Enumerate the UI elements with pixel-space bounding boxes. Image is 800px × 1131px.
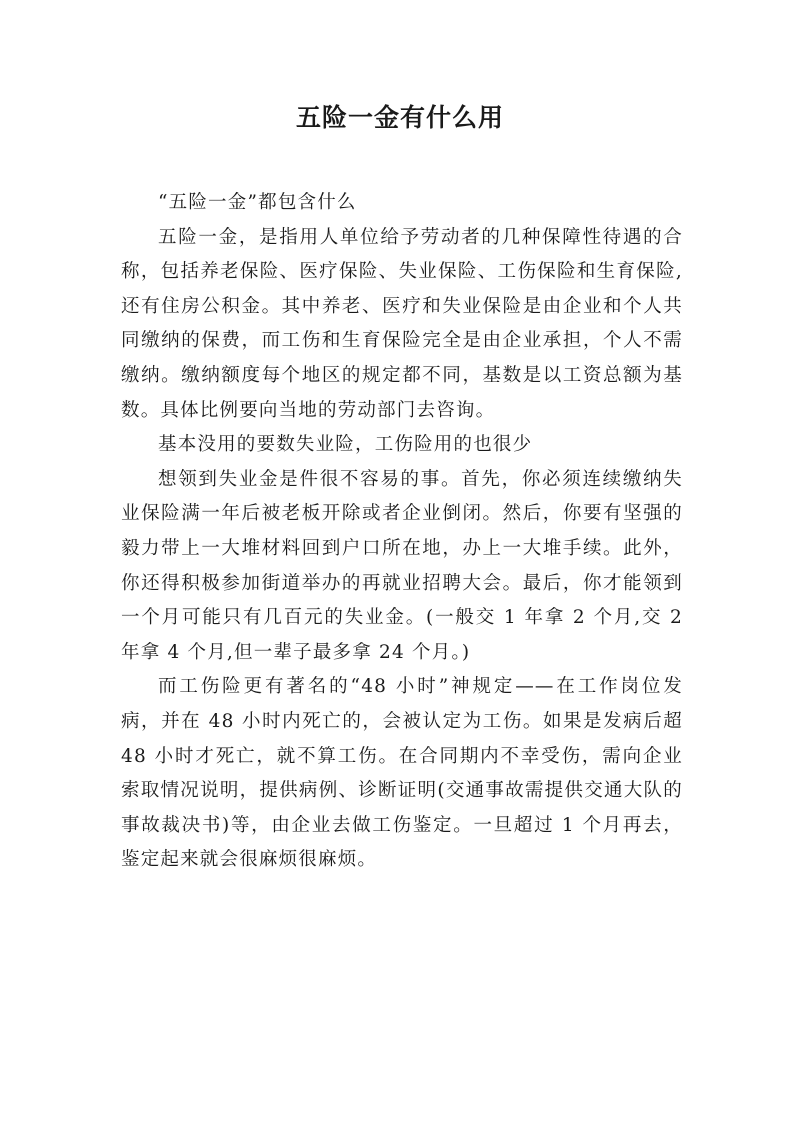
section-heading-usefulness: 基本没用的要数失业险，工伤险用的也很少	[158, 434, 533, 456]
document-title: 五险一金有什么用	[295, 103, 504, 132]
paragraph-definition: 五险一金，是指用人单位给予劳动者的几种保障性待遇的合称，包括养老保险、医疗保险、失业保险、工伤保险和生育保险,还有住房公积金。其中养老、医疗和失业保险是由企业和个人共同缴纳的保费，而工伤和生育保险完全是由企业承担，个人不需缴纳。缴纳额度每个地区的规定都不同，基数是以工资总额为基数。具体比例要向当地的劳动部门去咨询。	[121, 226, 683, 421]
paragraph-unemployment: 想领到失业金是件很不容易的事。首先，你必须连续缴纳失业保险满一年后被老板开除或者企业倒闭。然后，你要有坚强的毅力带上一大堆材料回到户口所在地，办上一大堆手续。此外，你还得积极参加街道举办的再就业招聘大会。最后，你才能领到一个月可能只有几百元的失业金。(一般交 1 年拿 2 个月,交 2 年拿 4 个月,但一辈子最多拿 24 个月。)	[121, 468, 683, 663]
section-heading-contents: “五险一金”都包含什么	[158, 192, 357, 213]
document-body	[121, 186, 683, 878]
paragraph-work-injury: 而工伤险更有著名的“48 小时”神规定——在工作岗位发病，并在 48 小时内死亡的，会被认定为工伤。如果是发病后超 48 小时才死亡，就不算工伤。在合同期内不幸受伤，需向企业索取情况说明，提供病例、诊断证明(交通事故需提供交通大队的事故裁决书)等，由企业去做工伤鉴定。一旦超过 1 个月再去，鉴定起来就会很麻烦很麻烦。	[121, 676, 683, 871]
